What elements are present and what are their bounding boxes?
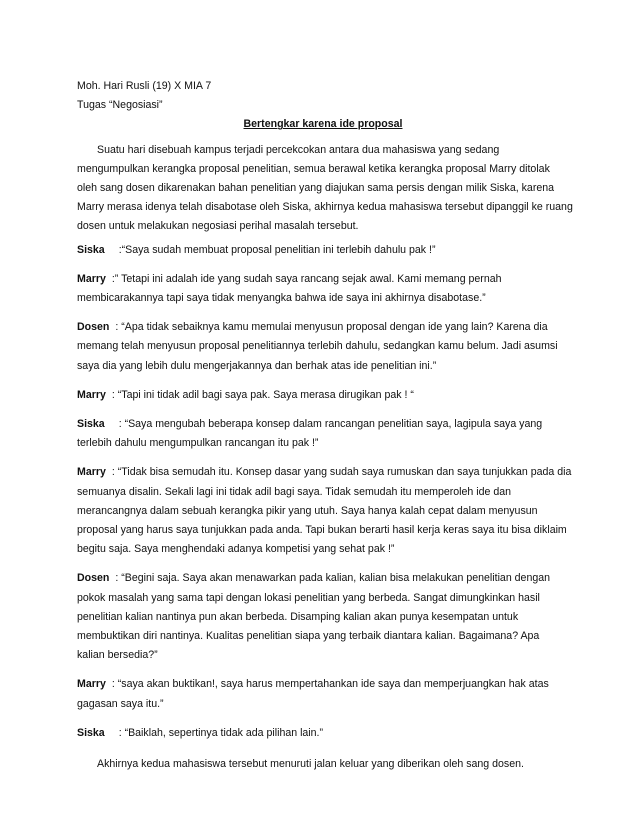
- dialogue-entry: [77, 675, 569, 713]
- dialogue-line: :” Tetapi ini adalah ide yang sudah saya rancang sejak awal. Kami memang pernah: [111, 272, 502, 285]
- dialogue-line: penelitian kalian nantinya pun akan berbeda. Disamping kalian akan punya kesempatan untuk: [77, 610, 519, 623]
- speaker-name: Siska: [77, 418, 105, 431]
- speaker-name: Marry: [77, 388, 106, 401]
- speaker-name: Dosen: [77, 572, 110, 585]
- dialogue-entry: [77, 415, 569, 453]
- speaker-name: Marry: [77, 678, 106, 691]
- document-content: [77, 77, 573, 774]
- dialogue-line: : “saya akan buktikan!, saya harus mempertahankan ide saya dan memperjuangkan hak atas: [111, 678, 549, 691]
- author-line: Moh. Hari Rusli (19) X MIA 7: [77, 80, 212, 92]
- dialogue-line: : “Begini saja. Saya akan menawarkan pada kalian, kalian bisa melakukan penelitian dengan: [115, 572, 551, 585]
- intro-line: mengumpulkan kerangka proposal penelitian, semua berawal ketika kerangka proposal Marry ditolak: [77, 162, 550, 175]
- dialogue-line: : “Saya mengubah beberapa konsep dalam rancangan penelitian saya, lagipula saya yang: [118, 418, 543, 431]
- dialogue-line: terlebih dahulu mengumpulkan rancangan itu pak !”: [77, 437, 319, 450]
- dialogue-line: proposal yang harus saya tunjukkan pada anda. Tapi bukan berarti hasil kerja keras saya itu bisa diklaim: [77, 524, 567, 537]
- dialogue-line: : “Apa tidak sebaiknya kamu memulai menyusun proposal dengan ide yang lain? Karena dia: [115, 321, 548, 334]
- closing-paragraph: [77, 755, 569, 774]
- document-title: Bertengkar karena ide proposal: [243, 118, 403, 131]
- dialogue-line: merancangnya dalam sebuah kerangka pikir yang utuh. Saya hanya kalah cepat dalam menyusun: [77, 504, 538, 517]
- dialogue-entry: [77, 241, 569, 260]
- dialogue-entry: [77, 724, 569, 743]
- speaker-name: Marry: [77, 272, 106, 285]
- intro-line: Suatu hari disebuah kampus terjadi percekcokan antara dua mahasiswa yang sedang: [97, 143, 500, 156]
- intro-line: Marry merasa idenya telah disabotase oleh Siska, akhirnya kedua mahasiswa tersebut dipanggil ke ruang: [77, 201, 573, 214]
- speaker-name: Siska: [77, 726, 105, 739]
- dialogue-line: begitu saja. Saya menghendaki adanya kompetisi yang sehat pak !”: [77, 543, 395, 556]
- dialogue-entry: [77, 318, 569, 376]
- dialogue-line: pokok masalah yang sama tapi dengan lokasi penelitian yang berbeda. Sangat dimungkinkan hasil: [77, 591, 540, 604]
- intro-line: dosen untuk melakukan negosiasi perihal masalah tersebut.: [77, 220, 359, 233]
- task-line: Tugas “Negosiasi”: [77, 99, 163, 112]
- dialogue-entry: [77, 386, 569, 405]
- dialogue-line: : “Tapi ini tidak adil bagi saya pak. Saya merasa dirugikan pak ! “: [111, 388, 414, 401]
- dialogue-line: kalian bersedia?”: [77, 649, 158, 662]
- dialogue-entry: [77, 463, 572, 559]
- dialogue-line: membuktikan diri nantinya. Kualitas penelitian siapa yang terbaik diantara kalian. Bagaimana? Apa: [77, 630, 540, 643]
- dialogue-line: : “Tidak bisa semudah itu. Konsep dasar yang sudah saya rumuskan dan saya tunjukkan pada dia: [111, 466, 572, 479]
- speaker-name: Dosen: [77, 321, 110, 334]
- speaker-name: Siska: [77, 243, 105, 256]
- dialogue-entry: [77, 270, 569, 308]
- closing-line: Akhirnya kedua mahasiswa tersebut menuruti jalan keluar yang diberikan oleh sang dosen.: [97, 758, 524, 771]
- dialogue-line: :“Saya sudah membuat proposal penelitian ini terlebih dahulu pak !”: [118, 243, 436, 256]
- intro-paragraph: [77, 141, 573, 237]
- dialogue-entry: [77, 569, 569, 665]
- dialogue-line: membicarakannya tapi saya tidak menyangka bahwa ide saya ini akhirnya disabotase.”: [77, 292, 486, 305]
- dialogue-line: memang telah menyusun proposal penelitiannya terlebih dahulu, sedangkan kamu belum. Jadi asumsi: [77, 340, 558, 353]
- intro-line: oleh sang dosen dikarenakan bahan penelitian yang diajukan sama persis dengan milik Siska, karena: [77, 182, 555, 195]
- dialogue-line: semuanya disalin. Sekali lagi ini tidak adil bagi saya. Tidak semudah itu memperoleh ide dan: [77, 485, 512, 498]
- dialogue-line: gagasan saya itu.”: [77, 697, 164, 710]
- dialogue-line: : “Baiklah, sepertinya tidak ada pilihan lain.”: [118, 726, 324, 739]
- speaker-name: Marry: [77, 466, 106, 479]
- dialogue-line: saya dia yang lebih dulu mengerjakannya dan berhak atas ide penelitian ini.”: [77, 359, 437, 372]
